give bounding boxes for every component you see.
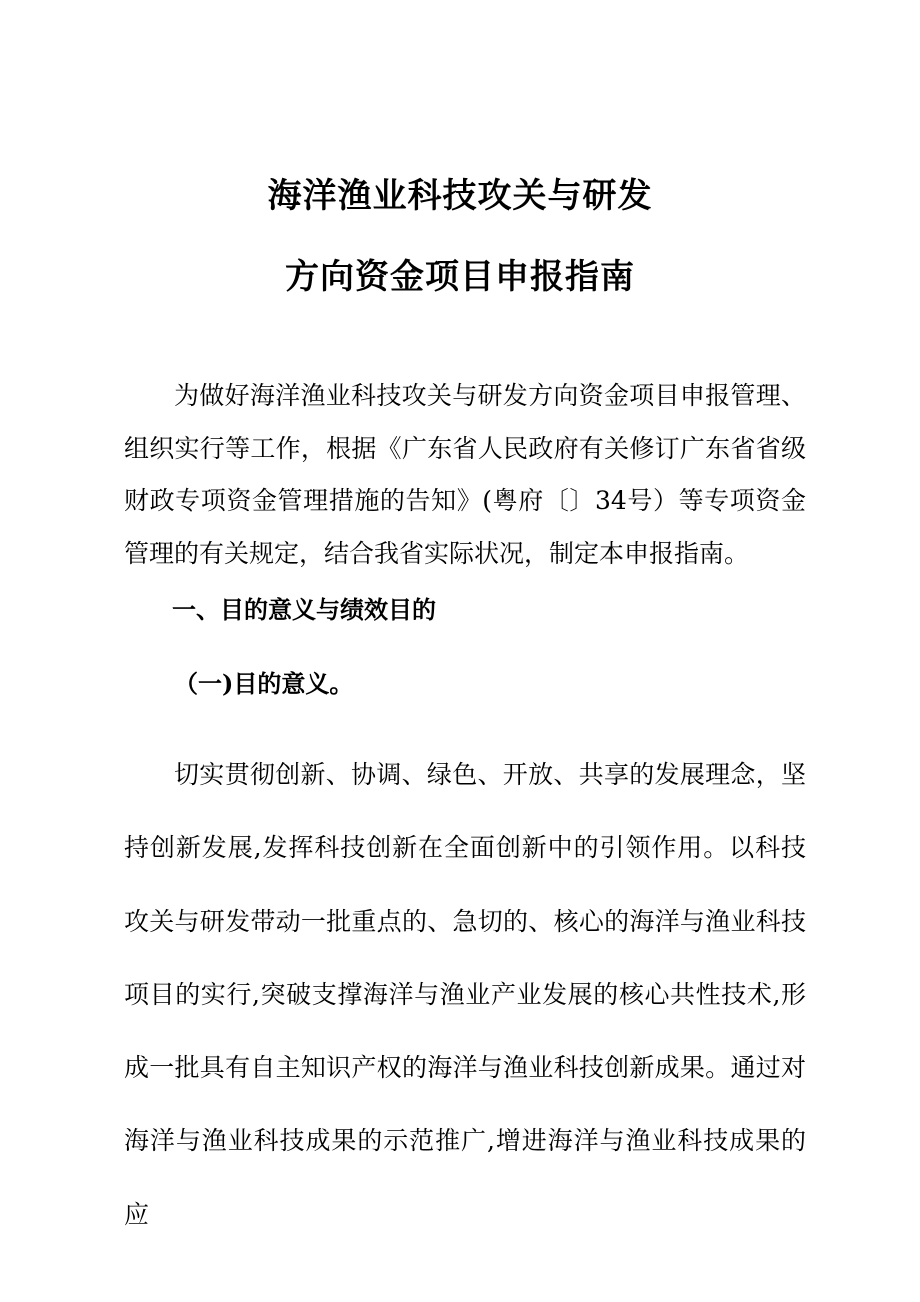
subsection-heading-1: （一)目的意义。 — [174, 669, 354, 698]
document-title-line-2: 方向资金项目申报指南 — [285, 257, 635, 297]
section-heading-1: 一、目的意义与绩效目的 — [172, 596, 436, 624]
subsection-1-body-paragraph: 切实贯彻创新、协调、绿色、开放、共享的发展理念，坚持创新发展,发挥科技创新在全面创新中的引领作用。以科技攻关与研发带动一批重点的、急切的、核心的海洋与渔业科技项目的实行,突破支撑海洋与渔业产业发展的核心共性技术,形成一批具有自主知识产权的海洋与渔业科技创新成果。通过对海洋与渔业科技成果的示范推广,增进海洋与渔业科技成果的应 — [124, 760, 806, 1229]
intro-paragraph: 为做好海洋渔业科技攻关与研发方向资金项目申报管理、组织实行等工作，根据《广东省人民政府有关修订广东省省级财政专项资金管理措施的告知》(粤府〔〕34号）等专项资金管理的有关规定，结合我省实际状况，制定本申报指南。 — [124, 381, 806, 568]
document-title-line-1: 海洋渔业科技攻关与研发 — [267, 176, 653, 216]
